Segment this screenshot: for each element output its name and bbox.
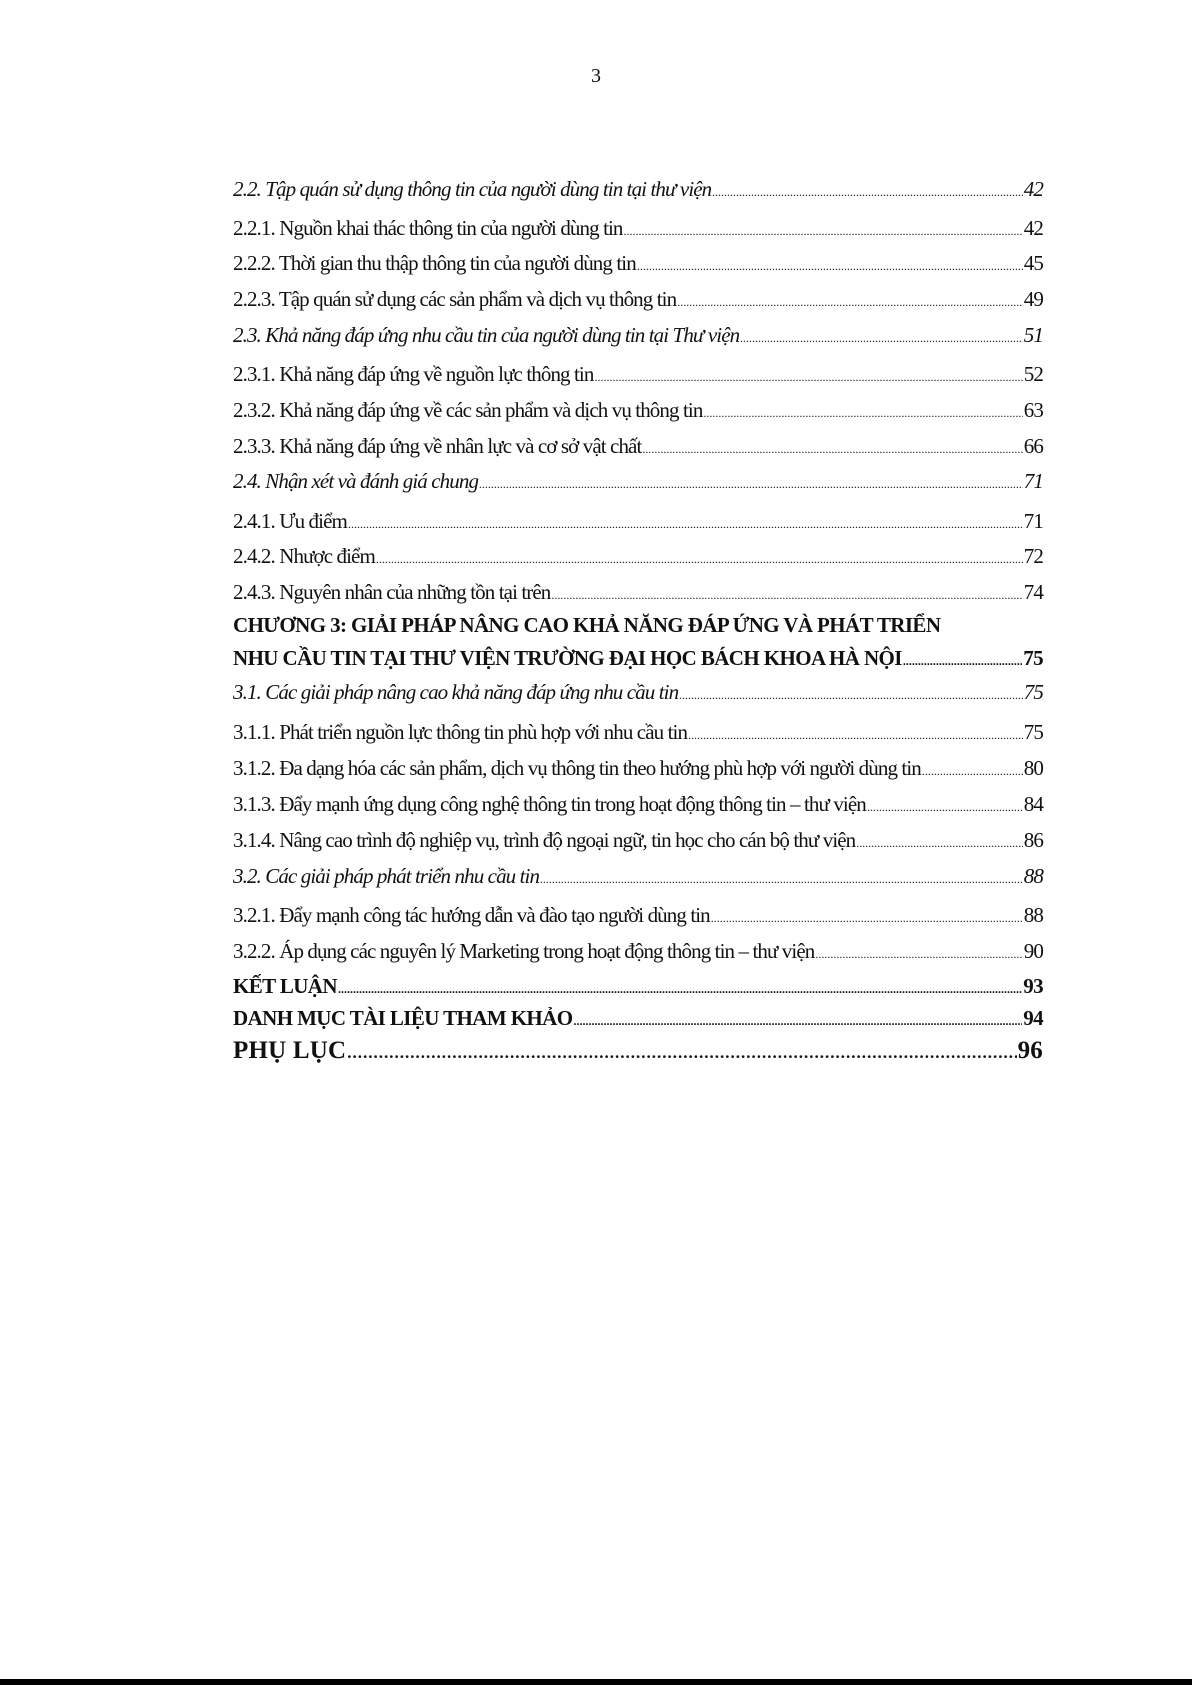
toc-entry-page: 86 [1023, 828, 1043, 852]
dot-leader [624, 224, 1023, 239]
toc-entry-page: 93 [1023, 974, 1043, 998]
dot-leader [867, 800, 1023, 815]
toc-entry-page: 51 [1023, 323, 1043, 347]
toc-entry-title: 2.2.3. Tập quán sử dụng các sản phẩm và dịch vụ thông tin [233, 287, 677, 311]
dot-leader [540, 872, 1023, 887]
toc-entry[interactable] [233, 792, 1043, 817]
dot-leader [594, 370, 1022, 385]
toc-entry-title: 3.1.1. Phát triển nguồn lực thông tin phù hợp với nhu cầu tin [233, 720, 688, 744]
toc-entry-page: 42 [1023, 216, 1043, 240]
toc-entry[interactable] [233, 434, 1043, 459]
dot-leader [642, 442, 1022, 457]
toc-entry-page: 71 [1023, 469, 1043, 493]
toc-entry[interactable] [233, 287, 1043, 312]
dot-leader [637, 259, 1023, 274]
dot-leader [573, 1014, 1022, 1029]
toc-entry-title: PHỤ LỤC [233, 1037, 347, 1064]
toc-entry-title: 2.4. Nhận xét và đánh giá chung [233, 469, 479, 493]
dot-leader [688, 728, 1023, 743]
dot-leader [856, 836, 1023, 851]
dot-leader [348, 517, 1023, 532]
dot-leader [376, 552, 1023, 567]
toc-entry[interactable] [233, 974, 1043, 999]
toc-entry[interactable] [233, 469, 1043, 494]
toc-entry-page: 75 [1023, 680, 1043, 704]
toc-entry-title: 2.3.3. Khả năng đáp ứng về nhân lực và cơ sở vật chất [233, 434, 642, 458]
toc-entry[interactable] [233, 864, 1043, 889]
toc-entry-page: 42 [1023, 177, 1043, 201]
dot-leader [347, 1043, 1016, 1063]
toc-entry[interactable] [233, 177, 1043, 202]
toc-entry-title: 3.2.1. Đẩy mạnh công tác hướng dẫn và đào tạo người dùng tin [233, 903, 710, 927]
dot-leader [712, 185, 1023, 200]
toc-entry-page: 71 [1023, 509, 1043, 533]
toc-entry-page: 63 [1023, 398, 1043, 422]
toc-entry-title: 2.3.1. Khả năng đáp ứng về nguồn lực thông tin [233, 362, 594, 386]
toc-entry[interactable] [233, 216, 1043, 241]
toc-entry-page: 96 [1017, 1037, 1043, 1064]
toc-entry-page: 94 [1023, 1006, 1043, 1030]
toc-chapter-heading: CHƯƠNG 3: GIẢI PHÁP NÂNG CAO KHẢ NĂNG ĐÁP ỨNG VÀ PHÁT TRIỂN [233, 613, 941, 637]
toc-entry-title: 3.1. Các giải pháp nâng cao khả năng đáp ứng nhu cầu tin [233, 680, 679, 704]
toc-entry-page: 45 [1023, 251, 1043, 275]
toc-entry-title: 3.2. Các giải pháp phát triển nhu cầu tin [233, 864, 540, 888]
toc-entry[interactable] [233, 509, 1043, 534]
toc-entry-page: 66 [1023, 434, 1043, 458]
page-number: 3 [591, 65, 601, 87]
toc-entry-page: 75 [1023, 720, 1043, 744]
dot-leader [479, 477, 1023, 492]
toc-entry-title: 2.2. Tập quán sử dụng thông tin của người dùng tin tại thư viện [233, 177, 712, 201]
toc-entry-page: 88 [1023, 903, 1043, 927]
toc-entry[interactable] [233, 251, 1043, 276]
toc-entry[interactable] [233, 939, 1043, 964]
toc-entry[interactable] [233, 646, 1043, 671]
toc-entry[interactable] [233, 828, 1043, 853]
dot-leader [679, 688, 1023, 703]
toc-entry-title: 2.3.2. Khả năng đáp ứng về các sản phẩm và dịch vụ thông tin [233, 398, 703, 422]
toc-entry-page: 72 [1023, 544, 1043, 568]
toc-entry-title: 2.2.2. Thời gian thu thập thông tin của người dùng tin [233, 251, 636, 275]
toc-entry[interactable] [233, 1006, 1043, 1031]
toc-entry-title: 3.1.2. Đa dạng hóa các sản phẩm, dịch vụ thông tin theo hướng phù hợp với người dùng tin [233, 756, 921, 780]
toc-entry[interactable] [233, 720, 1043, 745]
toc-entry-title: 3.2.2. Áp dụng các nguyên lý Marketing trong hoạt động thông tin – thư viện [233, 939, 815, 963]
toc-entry-title: KẾT LUẬN [233, 974, 337, 998]
toc-entry[interactable] [233, 903, 1043, 928]
dot-leader [740, 331, 1023, 346]
toc-entry-title: DANH MỤC TÀI LIỆU THAM KHẢO [233, 1006, 573, 1030]
toc-entry-page: 88 [1023, 864, 1043, 888]
dot-leader [677, 295, 1023, 310]
toc-entry[interactable] [233, 680, 1043, 705]
dot-leader [922, 764, 1023, 779]
dot-leader [815, 947, 1022, 962]
toc-entry-title: 2.4.1. Ưu điểm [233, 509, 347, 533]
dot-leader [903, 654, 1022, 669]
toc-entry-title: 3.1.4. Nâng cao trình độ nghiệp vụ, trình độ ngoại ngữ, tin học cho cán bộ thư viện [233, 828, 856, 852]
dot-leader [703, 406, 1022, 421]
toc-entry-title: 2.4.3. Nguyên nhân của những tồn tại trên [233, 580, 551, 604]
toc-entry-page: 84 [1023, 792, 1043, 816]
toc-entry[interactable] [233, 544, 1043, 569]
bottom-border [0, 1679, 1192, 1685]
toc-entry[interactable] [233, 362, 1043, 387]
toc-entry[interactable] [233, 1037, 1043, 1065]
toc-entry-page: 49 [1023, 287, 1043, 311]
toc-entry-page: 90 [1023, 939, 1043, 963]
toc-entry-page: 52 [1023, 362, 1043, 386]
toc-entry-title: 2.4.2. Nhược điểm [233, 544, 375, 568]
dot-leader [711, 911, 1023, 926]
dot-leader [551, 588, 1022, 603]
toc-entry-title: NHU CẦU TIN TẠI THƯ VIỆN TRƯỜNG ĐẠI HỌC BÁCH KHOA HÀ NỘI [233, 646, 902, 670]
toc-entry-title: 2.3. Khả năng đáp ứng nhu cầu tin của người dùng tin tại Thư viện [233, 323, 740, 347]
toc-entry[interactable] [233, 580, 1043, 605]
dot-leader [338, 982, 1022, 997]
toc-entry-page: 75 [1023, 646, 1043, 670]
toc-entry-page: 74 [1023, 580, 1043, 604]
toc-entry-page: 80 [1023, 756, 1043, 780]
toc-entry[interactable] [233, 398, 1043, 423]
toc-entry[interactable] [233, 323, 1043, 348]
toc-entry-title: 2.2.1. Nguồn khai thác thông tin của người dùng tin [233, 216, 623, 240]
toc-entry[interactable] [233, 756, 1043, 781]
toc-entry-title: 3.1.3. Đẩy mạnh ứng dụng công nghệ thông tin trong hoạt động thông tin – thư viện [233, 792, 866, 816]
